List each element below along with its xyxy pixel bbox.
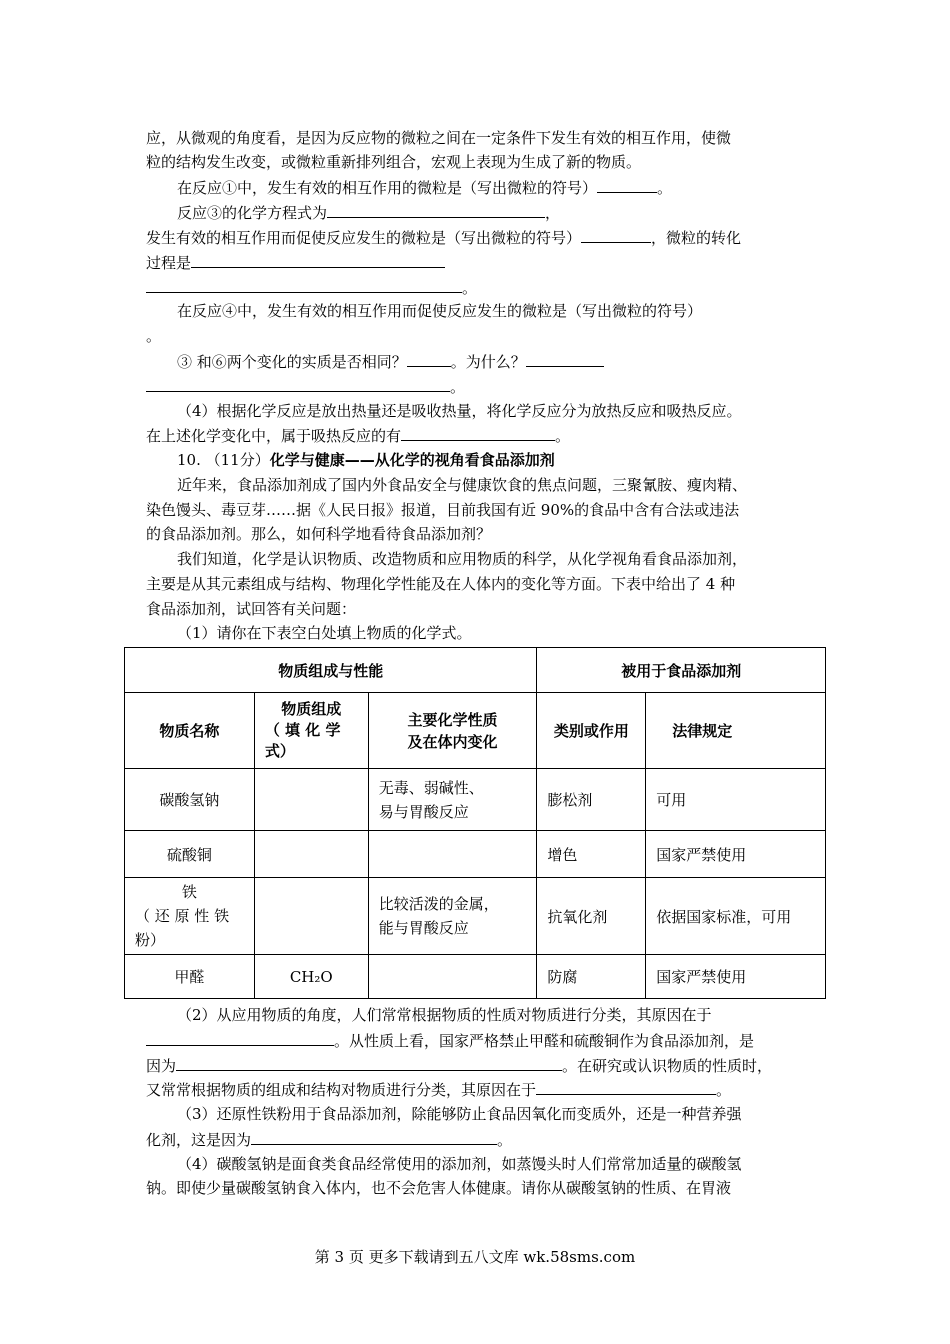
text-line: 的食品添加剂。那么，如何科学地看待食品添加剂？ — [146, 525, 492, 543]
answer-blank — [251, 1128, 497, 1145]
text-line: 又常常根据物质的组成和结构对物质进行分类，其原因在于 。 — [146, 1078, 731, 1101]
answer-blank — [581, 226, 651, 243]
table-row — [125, 769, 826, 831]
text-line: （4）碳酸氢钠是面食类食品经常使用的添加剂，如蒸馒头时人们常常加适量的碳酸氢 — [177, 1155, 742, 1173]
cell-formula — [254, 769, 368, 831]
cell-use: 防腐 — [537, 955, 646, 999]
answer-blank — [327, 201, 545, 218]
text-line: 反应③的化学方程式为 ， — [177, 201, 560, 224]
text-line: 。 — [146, 375, 465, 398]
cell-name: 硫酸铜 — [125, 831, 255, 878]
text-line: 。从性质上看，国家严格禁止甲醛和硫酸铜作为食品添加剂，是 — [146, 1029, 754, 1052]
additives-table — [124, 647, 826, 999]
text-line: 因为 。在研究或认识物质的性质时， — [146, 1054, 772, 1077]
text-line: 。 — [146, 276, 477, 299]
answer-blank — [146, 276, 462, 293]
text-line: 在反应①中，发生有效的相互作用的微粒是（写出微粒的符号） 。 — [177, 176, 672, 199]
col-header-name: 物质名称 — [125, 693, 255, 769]
question-title: 10. （11分）化学与健康——从化学的视角看食品添加剂 — [177, 451, 555, 469]
cell-name: 铁 （ 还 原 性 铁 粉） — [125, 878, 255, 955]
cell-law: 依据国家标准，可用 — [646, 878, 826, 955]
cell-law: 可用 — [646, 769, 826, 831]
text-line: ③ 和⑥两个变化的实质是否相同？ 。为什么？ — [177, 350, 604, 373]
answer-blank — [597, 176, 657, 193]
answer-blank — [176, 1054, 562, 1071]
text-line: 在反应④中，发生有效的相互作用而促使反应发生的微粒是（写出微粒的符号） — [177, 302, 703, 320]
answer-blank — [526, 350, 604, 367]
text-line: （4）根据化学反应是放出热量还是吸收热量，将化学反应分为放热反应和吸热反应。 — [177, 402, 742, 420]
cell-law: 国家严禁使用 — [646, 831, 826, 878]
text-line: 。 — [146, 327, 162, 345]
table-row — [125, 878, 826, 955]
text-line: 钠。即使少量碳酸氢钠食入体内，也不会危害人体健康。请你从碳酸氢钠的性质、在胃液 — [146, 1179, 732, 1197]
table-row — [125, 955, 826, 999]
cell-props — [368, 955, 537, 999]
answer-blank — [401, 424, 555, 441]
cell-formula — [254, 878, 368, 955]
cell-formula — [254, 831, 368, 878]
table-row — [125, 831, 826, 878]
text-line: 在上述化学变化中，属于吸热反应的有 。 — [146, 424, 570, 447]
text-line: 粒的结构发生改变，或微粒重新排列组合，宏观上表现为生成了新的物质。 — [146, 153, 642, 171]
text-line: 染色馒头、毒豆芽……据《人民日报》报道，目前我国有近 90%的食品中含有合法或违法 — [146, 501, 740, 519]
cell-law: 国家严禁使用 — [646, 955, 826, 999]
cell-name: 甲醛 — [125, 955, 255, 999]
cell-name: 碳酸氢钠 — [125, 769, 255, 831]
col-header-props: 主要化学性质 及在体内变化 — [368, 693, 537, 769]
text-line: 应，从微观的角度看，是因为反应物的微粒之间在一定条件下发生有效的相互作用，使微 — [146, 129, 732, 147]
col-header-use: 类别或作用 — [537, 693, 646, 769]
text-line: （2）从应用物质的角度，人们常常根据物质的性质对物质进行分类，其原因在于 — [177, 1006, 712, 1024]
text-line: 我们知道，化学是认识物质、改造物质和应用物质的科学，从化学视角看食品添加剂， — [177, 550, 748, 568]
col-header-law: 法律规定 — [646, 693, 826, 769]
cell-use: 增色 — [537, 831, 646, 878]
text-line: 发生有效的相互作用而促使反应发生的微粒是（写出微粒的符号） ，微粒的转化 — [146, 226, 741, 249]
text-line: 主要是从其元素组成与结构、物理化学性能及在人体内的变化等方面。下表中给出了 4 种 — [146, 575, 736, 593]
cell-formula: CH₂O — [254, 955, 368, 999]
cell-props: 比较活泼的金属， 能与胃酸反应 — [368, 878, 537, 955]
text-line: （1）请你在下表空白处填上物质的化学式。 — [177, 624, 472, 642]
table-group-header: 物质组成与性能 — [125, 648, 537, 693]
cell-use: 抗氧化剂 — [537, 878, 646, 955]
text-line: 近年来，食品添加剂成了国内外食品安全与健康饮食的焦点问题，三聚氰胺、瘦肉精、 — [177, 476, 748, 494]
page-footer: 第 3 页 更多下载请到五八文库 wk.58sms.com — [314, 1248, 636, 1266]
text-line: 化剂，这是因为 。 — [146, 1128, 512, 1151]
text-line: 过程是 — [146, 251, 445, 274]
text-line: 食品添加剂，试回答有关问题： — [146, 600, 357, 618]
cell-use: 膨松剂 — [537, 769, 646, 831]
answer-blank — [146, 375, 450, 392]
cell-props: 无毒、弱碱性、 易与胃酸反应 — [368, 769, 537, 831]
answer-blank — [191, 251, 445, 268]
col-header-formula: 物质组成 （ 填 化 学 式） — [254, 693, 368, 769]
answer-blank — [536, 1078, 716, 1095]
text-line: （3）还原性铁粉用于食品添加剂，除能够防止食品因氧化而变质外，还是一种营养强 — [177, 1105, 742, 1123]
cell-props — [368, 831, 537, 878]
table-group-header: 被用于食品添加剂 — [537, 648, 826, 693]
answer-blank — [146, 1029, 334, 1046]
answer-blank — [407, 350, 451, 367]
